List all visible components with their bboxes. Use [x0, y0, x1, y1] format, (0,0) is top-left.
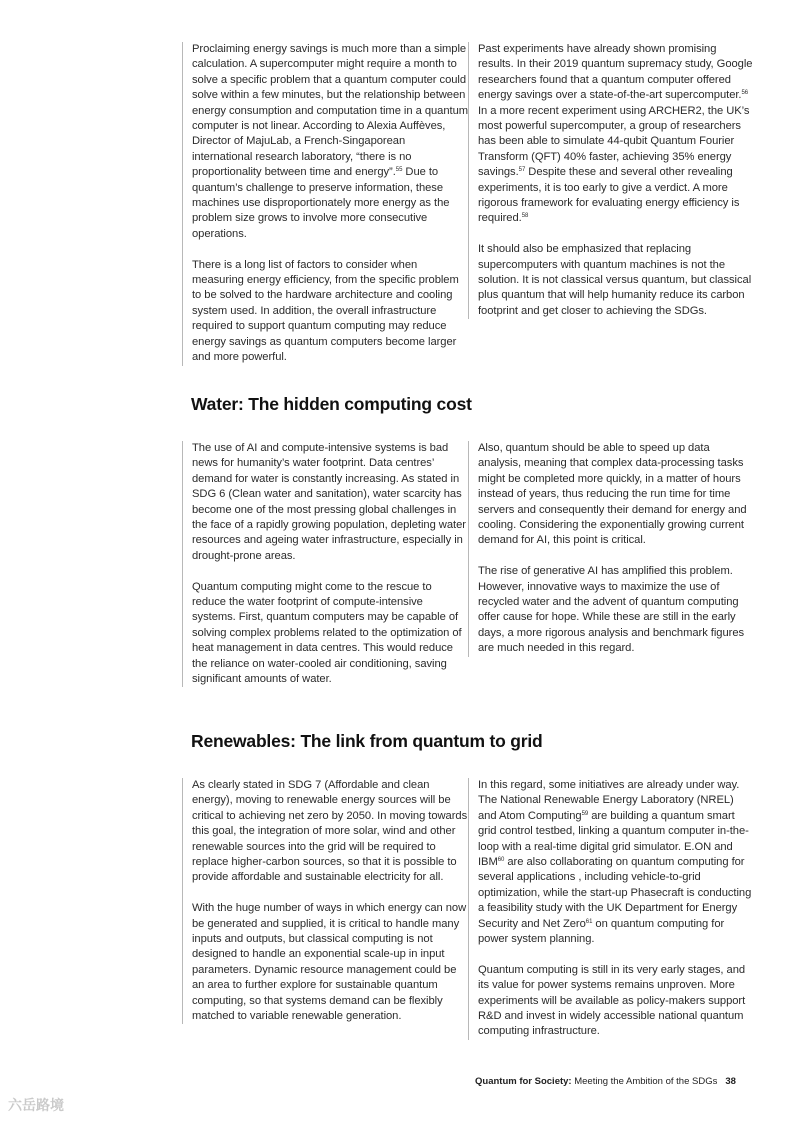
- paragraph: [478, 242, 754, 319]
- paragraph-text: As clearly stated in SDG 7 (Affordable and clean energy), moving to renewable energy sources will be critical to achieving net zero by 2050. In moving towards this goal, the integration of more solar, wind and other renewable sources into the grid will be required to replace higher-carbon sources, so that it is possible to provide affordable and sustainable electricity for all.: [192, 779, 468, 884]
- paragraph-text: Quantum computing might come to the rescue to reduce the water footprint of compute-intensive systems. First, quantum computers may be capable of solving complex problems related to the optimization of heat management in data centres. This would reduce the reliance on water-cooled air conditioning, saving significant amounts of water.: [192, 580, 462, 686]
- paragraph: [478, 963, 754, 1040]
- top-left-column: [182, 42, 468, 366]
- paragraph: [192, 42, 468, 242]
- renewables-section-heading: Renewables: The link from quantum to grid: [191, 731, 543, 751]
- paragraph: [192, 778, 468, 886]
- paragraph: [192, 441, 468, 564]
- paragraph-text: Despite these and several other revealing experiments, it is too early to give a verdict. A more rigorous framework for evaluating energy efficiency is required.: [478, 166, 740, 225]
- renewables-left-column: [182, 778, 468, 1024]
- paragraph-text: are also collaborating on quantum computing for several applications , including vehicle-to-grid optimization, while the start-up Phasecraft is conducting a feasibility study with the UK Department for Energy Security and Net Zero: [478, 856, 752, 930]
- paragraph-text: There is a long list of factors to consider when measuring energy efficiency, from the specific problem to be solved to the hardware architecture and cooling system used. In addition, the overall infrastructure required to support quantum computing may reduce energy savings as quantum computers become larger and more powerful.: [192, 258, 459, 364]
- paragraph-text: are building a quantum smart grid control testbed, linking a quantum computer in-the-loop with a real-time digital grid simulator. E.ON and IBM: [478, 809, 749, 869]
- footnote-ref: 57: [518, 167, 526, 174]
- paragraph: [192, 580, 468, 688]
- footnote-ref: 55: [395, 167, 403, 174]
- paragraph-text: Also, quantum should be able to speed up data analysis, meaning that complex data-processing tasks might be completed more quickly, in a matter of hours instead of years, thus reducing the run time for time servers and consequently their demand for energy and cooling. Considering the exponentially growing current demand for AI, this point is critical.: [478, 442, 747, 547]
- footer-subtitle: Meeting the Ambition of the SDGs: [571, 1076, 718, 1087]
- paragraph: [478, 564, 754, 656]
- page-footer: [475, 1076, 745, 1087]
- footer-report-title: Quantum for Society:: [475, 1076, 572, 1087]
- page-number: 38: [725, 1076, 736, 1087]
- paragraph-text: Proclaiming energy savings is much more than a simple calculation. A supercomputer might require a month to solve a specific problem that a quantum computer could solve within a few minutes, but the relationship between energy consumption and computation time in a quantum computer is not linear. According to Alexia Auffèves, Director of MajuLab, a French-Singaporean international research laboratory, “there is no proportionality between time and energy”.: [192, 43, 469, 179]
- paragraph-text: In this regard, some initiatives are already under way. The National Renewable Energy Laboratory (NREL) and Atom Computing: [478, 779, 740, 822]
- watermark-logo: 六岳路境: [8, 1097, 64, 1113]
- water-left-column: [182, 441, 468, 687]
- paragraph-text: Quantum computing is still in its very early stages, and its value for power systems remains unproven. More experiments will be available as policy-makers support R&D and invest in widely accessible national quantum computing infrastructure.: [478, 963, 746, 1038]
- footnote-ref: 56: [741, 90, 749, 97]
- paragraph-text: With the huge number of ways in which energy can now be generated and supplied, it is critical to handle many inputs and outputs, but classical computing is not designed to handle an exponential scale-up in input parameters. Dynamic resource management could be an area to further explore for sustainable quantum computing, so that systems demand can be flexibly matched to variable renewable generation.: [192, 902, 467, 1023]
- paragraph-text: In a more recent experiment using ARCHER2, the UK’s most powerful supercomputer, a group of researchers has been able to simulate 44-qubit Quantum Fourier Transform (QFT) 40% faster, achieving 35% energy savings.: [478, 104, 750, 179]
- paragraph-text: The rise of generative AI has amplified this problem. However, innovative ways to maximize the use of recycled water and the advent of quantum computing offer cause for hope. While these are still in the early days, a more rigorous analysis and benchmark figures are much needed in this regard.: [478, 565, 745, 655]
- paragraph-text: It should also be emphasized that replacing supercomputers with quantum machines is not the solution. It is not classical versus quantum, but classical plus quantum that will help humanity reduce its carbon footprint and get closer to achieving the SDGs.: [478, 243, 752, 317]
- water-section-heading: Water: The hidden computing cost: [191, 394, 472, 414]
- paragraph: [192, 901, 468, 1024]
- footnote-ref: 60: [497, 857, 505, 864]
- paragraph: [192, 258, 468, 366]
- paragraph-text: The use of AI and compute-intensive systems is bad news for humanity’s water footprint. Data centres’ demand for water is constantly increasing. As stated in SDG 6 (Clean water and sanitation), water scarcity has become one of the most pressing global challenges in the face of a rapidly growing population, depleting water resources and ageing water infrastructure, especially in drought-prone areas.: [192, 442, 466, 562]
- footnote-ref: 59: [581, 810, 589, 817]
- water-right-column: [468, 441, 754, 657]
- top-right-column: [468, 42, 754, 319]
- footnote-ref: 61: [585, 918, 593, 925]
- renewables-right-column: [468, 778, 754, 1040]
- paragraph: [478, 778, 754, 947]
- paragraph: [478, 42, 754, 227]
- paragraph-text: Past experiments have already shown promising results. In their 2019 quantum supremacy study, Google researchers found that a quantum computer offered energy savings over a state-of-the-art supercomputer.: [478, 43, 753, 102]
- paragraph-text: on quantum computing for power system planning.: [478, 917, 725, 946]
- paragraph-text: Due to quantum’s challenge to preserve information, these machines use disproportionately more energy as the problem size grows to involve more consecutive operations.: [192, 166, 450, 240]
- footnote-ref: 58: [521, 213, 529, 220]
- paragraph: [478, 441, 754, 549]
